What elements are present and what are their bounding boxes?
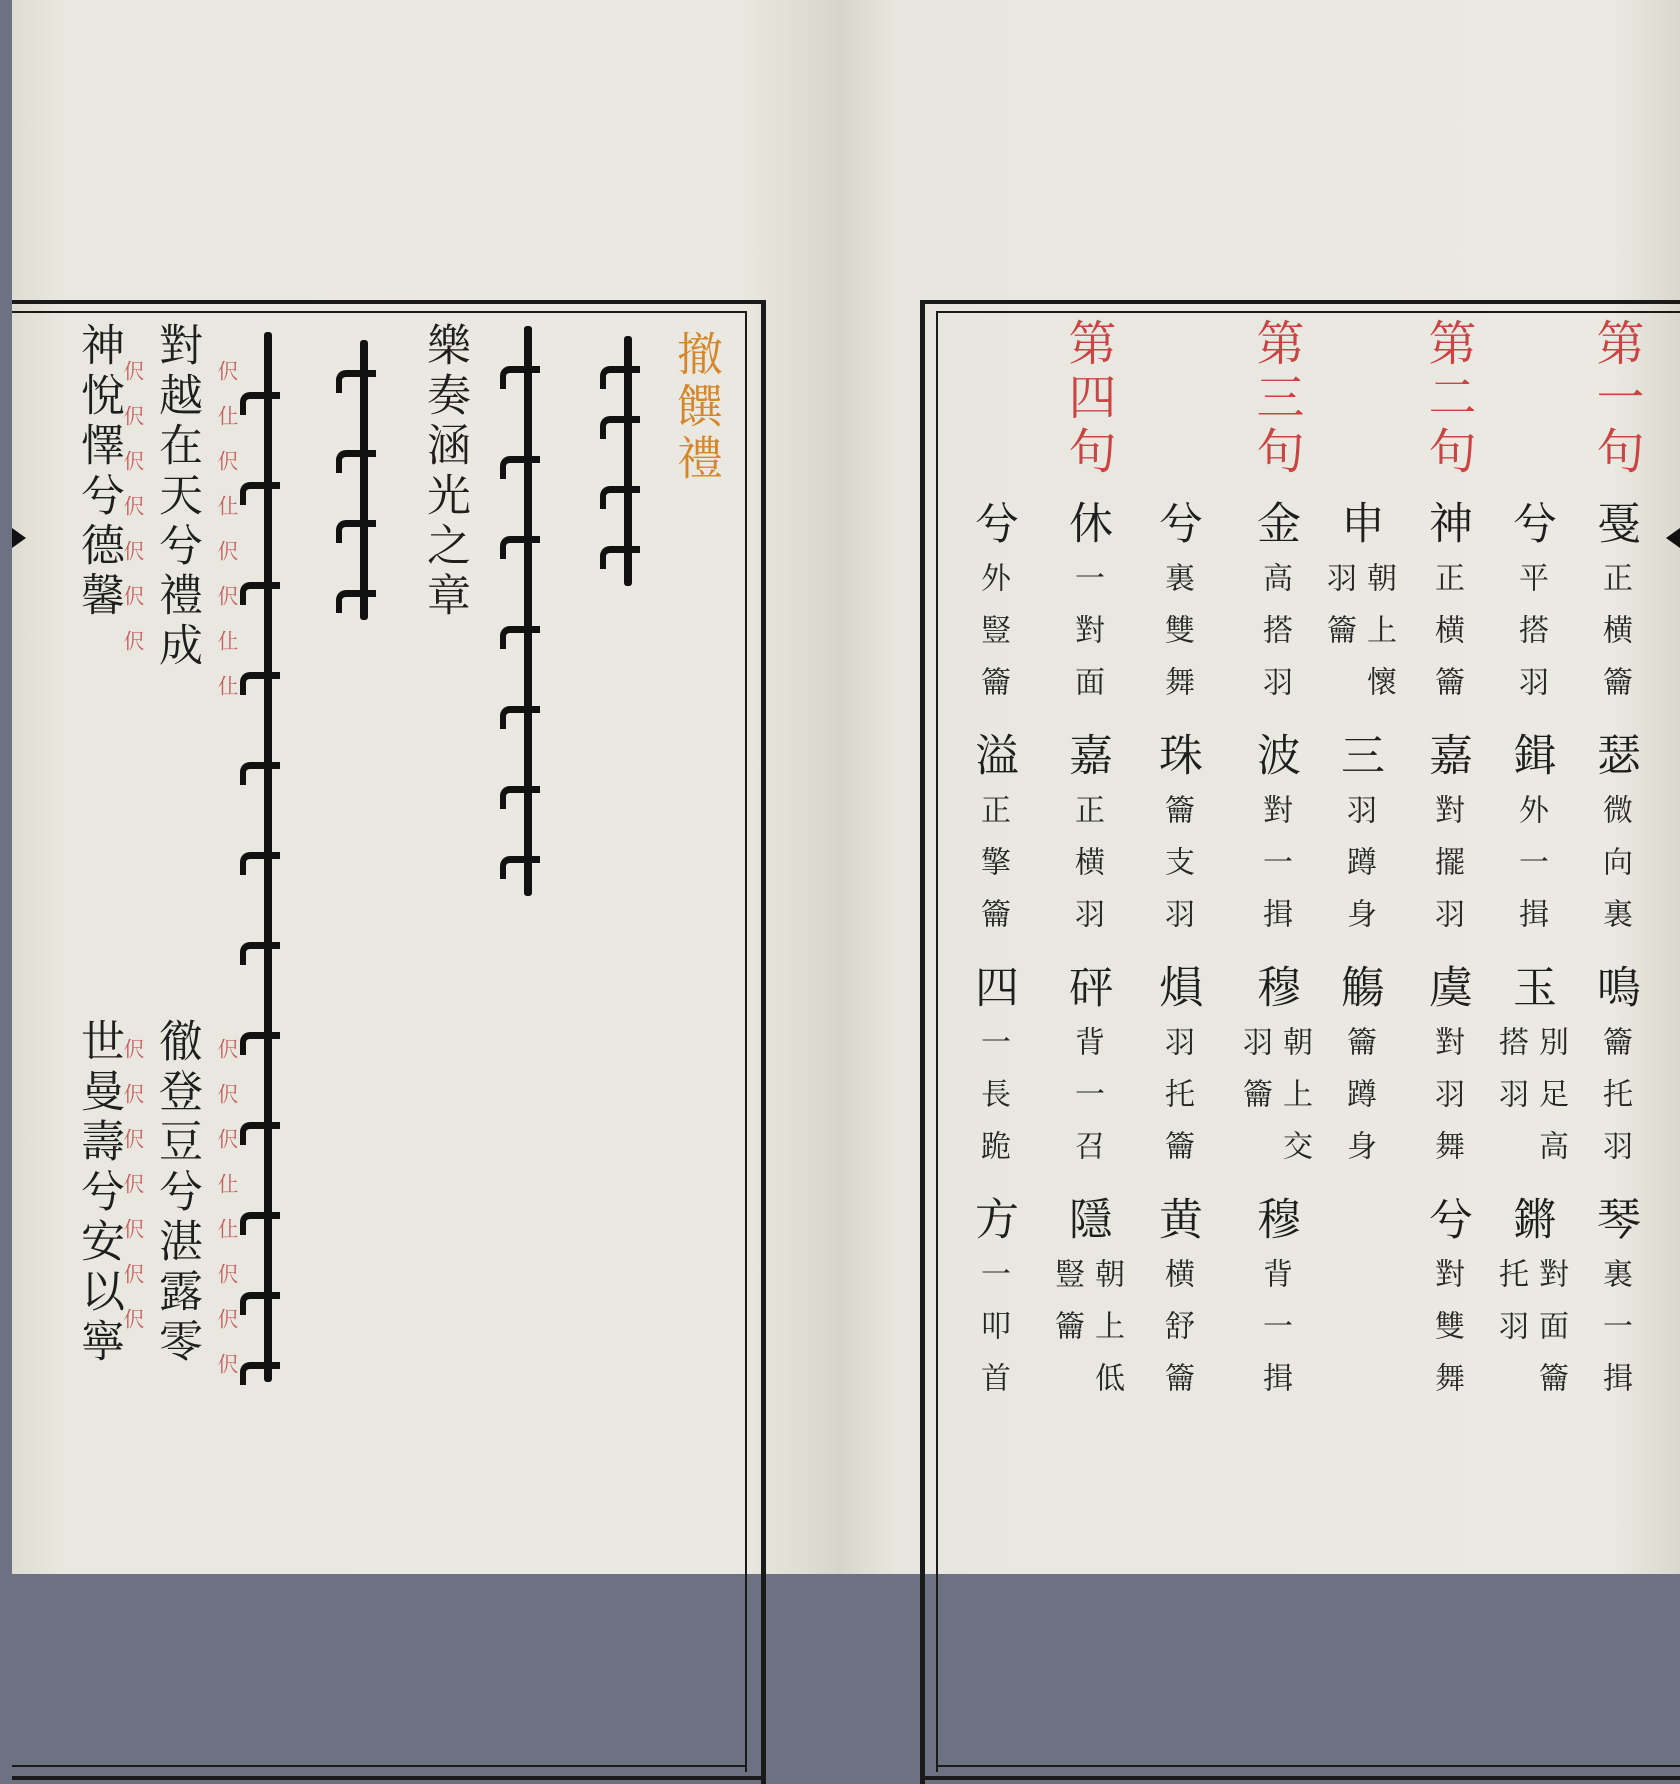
s1-sub-4: 裏一揖 — [1597, 1258, 1632, 1414]
s1c2-sub-1: 平搭羽 — [1513, 562, 1548, 718]
s3c2-sub-2: 籥支羽 — [1159, 794, 1194, 950]
s1-main-char-1: 戞 — [1589, 500, 1640, 550]
s4-sub-3: 背一召 — [1069, 1026, 1104, 1182]
notation-column-4: 伬伬伬伬伬伬伬 — [121, 1038, 145, 1353]
notation-column-1: 伬仩伬仩伬伬仩仩 — [215, 360, 239, 720]
s2-main-2: 嘉 — [1421, 732, 1472, 782]
chinese-line-4: 徹登豆兮湛露零 — [151, 1018, 202, 1368]
s4c2-sub-2: 正擎籥 — [975, 794, 1010, 950]
s3-main-1: 金 — [1249, 500, 1300, 550]
manchu-column-4 — [250, 332, 290, 1382]
left-frame-top-rule — [12, 300, 765, 304]
s3c2-sub-4: 横舒籥 — [1159, 1258, 1194, 1414]
s4-main-3: 砰 — [1061, 964, 1112, 1014]
chinese-line-1: 樂奏涵光之章 — [419, 322, 470, 622]
s1-sub-2: 微向裏 — [1597, 794, 1632, 950]
sentence-4-label: 第四句 — [1060, 318, 1116, 480]
s4c2-main-1: 兮 — [967, 500, 1018, 550]
s1c2-main-4: 鏘 — [1505, 1196, 1556, 1246]
left-page-tab-mark — [12, 528, 26, 548]
s1c2-main-2: 鍓 — [1505, 732, 1556, 782]
left-frame-bottom-rule — [12, 1776, 765, 1780]
s1c2-sub-4b: 托羽 — [1493, 1258, 1528, 1362]
sentence-2-label: 第二句 — [1420, 318, 1476, 480]
s2-main-1: 神 — [1421, 500, 1472, 550]
ritual-title: 撤饌禮 — [670, 330, 724, 486]
s1c2-main-1: 兮 — [1505, 500, 1556, 550]
s4c2-main-3: 四 — [967, 964, 1018, 1014]
chinese-line-2: 對越在天兮禮成 — [151, 322, 202, 672]
s2-sub-4: 對雙舞 — [1429, 1258, 1464, 1414]
s3c2-main-4: 黄 — [1151, 1196, 1202, 1246]
s3c2-sub-1: 裏雙舞 — [1159, 562, 1194, 718]
s3-main-4: 穆 — [1249, 1196, 1300, 1246]
s2c2-main-2: 三 — [1333, 732, 1384, 782]
s3-sub-3b: 羽籥 — [1237, 1026, 1272, 1130]
notation-column-3: 伬伬伬仩仩伬伬伬 — [215, 1038, 239, 1398]
s2-sub-3: 對羽舞 — [1429, 1026, 1464, 1182]
s2c2-main-3: 觴 — [1333, 964, 1384, 1014]
s4c2-sub-4: 一叩首 — [975, 1258, 1010, 1414]
s4-sub-1: 一對面 — [1069, 562, 1104, 718]
s2c2-sub-3: 籥蹲身 — [1341, 1026, 1376, 1182]
s1-sub-1: 正横籥 — [1597, 562, 1632, 718]
right-frame-inner-top-rule — [936, 311, 1680, 313]
s1c2-sub-4: 對面籥 — [1533, 1258, 1568, 1414]
right-frame-inner-bottom-rule — [936, 1765, 1680, 1767]
left-frame-inner-right-rule — [745, 312, 747, 1772]
sentence-1-label: 第一句 — [1588, 318, 1644, 480]
chinese-line-3: 神悅懌兮德馨 — [73, 322, 124, 622]
s4-main-1: 休 — [1061, 500, 1112, 550]
s3-sub-2: 對一揖 — [1257, 794, 1292, 950]
right-frame-bottom-rule — [920, 1776, 1680, 1780]
s3c2-sub-3: 羽托籥 — [1159, 1026, 1194, 1182]
right-page-tab-mark — [1666, 528, 1680, 548]
s1-main-char-4: 琴 — [1589, 1196, 1640, 1246]
right-frame-inner-left-rule — [936, 312, 938, 1772]
sentence-3-label: 第三句 — [1248, 318, 1304, 480]
s1c2-sub-2: 外一揖 — [1513, 794, 1548, 950]
right-page — [836, 0, 1680, 1574]
s3c2-main-3: 熉 — [1151, 964, 1202, 1014]
s1c2-main-3: 玉 — [1505, 964, 1556, 1014]
s2c2-sub-1b: 羽籥 — [1321, 562, 1356, 666]
manchu-column-2 — [510, 326, 550, 896]
s4-sub-2: 正横羽 — [1069, 794, 1104, 950]
right-frame-left-rule — [920, 300, 925, 1784]
s1c2-sub-3b: 搭羽 — [1493, 1026, 1528, 1130]
s4-sub-4: 朝上低 — [1089, 1258, 1124, 1414]
s4c2-sub-1: 外豎籥 — [975, 562, 1010, 718]
notation-column-2: 伬伬伬伬伬伬伬 — [121, 360, 145, 675]
s4c2-main-2: 溢 — [967, 732, 1018, 782]
s2c2-sub-2: 羽蹲身 — [1341, 794, 1376, 950]
s3-sub-1: 高搭羽 — [1257, 562, 1292, 718]
s2-sub-2: 對擺羽 — [1429, 794, 1464, 950]
left-frame-inner-top-rule — [12, 311, 747, 313]
s3-main-2: 波 — [1249, 732, 1300, 782]
s2c2-sub-1: 朝上懷 — [1361, 562, 1396, 718]
s1-sub-3: 籥托羽 — [1597, 1026, 1632, 1182]
left-page — [12, 0, 836, 1574]
s4-sub-4b: 豎籥 — [1049, 1258, 1084, 1362]
manchu-column-1 — [610, 336, 650, 586]
s4c2-main-4: 方 — [967, 1196, 1018, 1246]
s4-main-4: 隱 — [1061, 1196, 1112, 1246]
s3c2-main-1: 兮 — [1151, 500, 1202, 550]
s4c2-sub-3: 一長跪 — [975, 1026, 1010, 1182]
s2-main-3: 虞 — [1421, 964, 1472, 1014]
left-frame-right-rule — [761, 300, 766, 1784]
s3-sub-3: 朝上交 — [1277, 1026, 1312, 1182]
s2c2-main-1: 申 — [1333, 500, 1384, 550]
manchu-column-3 — [346, 340, 386, 620]
s3-main-3: 穆 — [1249, 964, 1300, 1014]
s1c2-sub-3: 別足高 — [1533, 1026, 1568, 1182]
chinese-line-5: 世曼壽兮安以寧 — [73, 1018, 124, 1368]
s3c2-main-2: 珠 — [1151, 732, 1202, 782]
left-frame-inner-bottom-rule — [12, 1765, 747, 1767]
s2-sub-1: 正横籥 — [1429, 562, 1464, 718]
s3-sub-4: 背一揖 — [1257, 1258, 1292, 1414]
s4-main-2: 嘉 — [1061, 732, 1112, 782]
s2-main-4: 兮 — [1421, 1196, 1472, 1246]
s1-main-char-2: 瑟 — [1589, 732, 1640, 782]
s1-main-char-3: 鳴 — [1589, 964, 1640, 1014]
right-frame-top-rule — [920, 300, 1680, 304]
